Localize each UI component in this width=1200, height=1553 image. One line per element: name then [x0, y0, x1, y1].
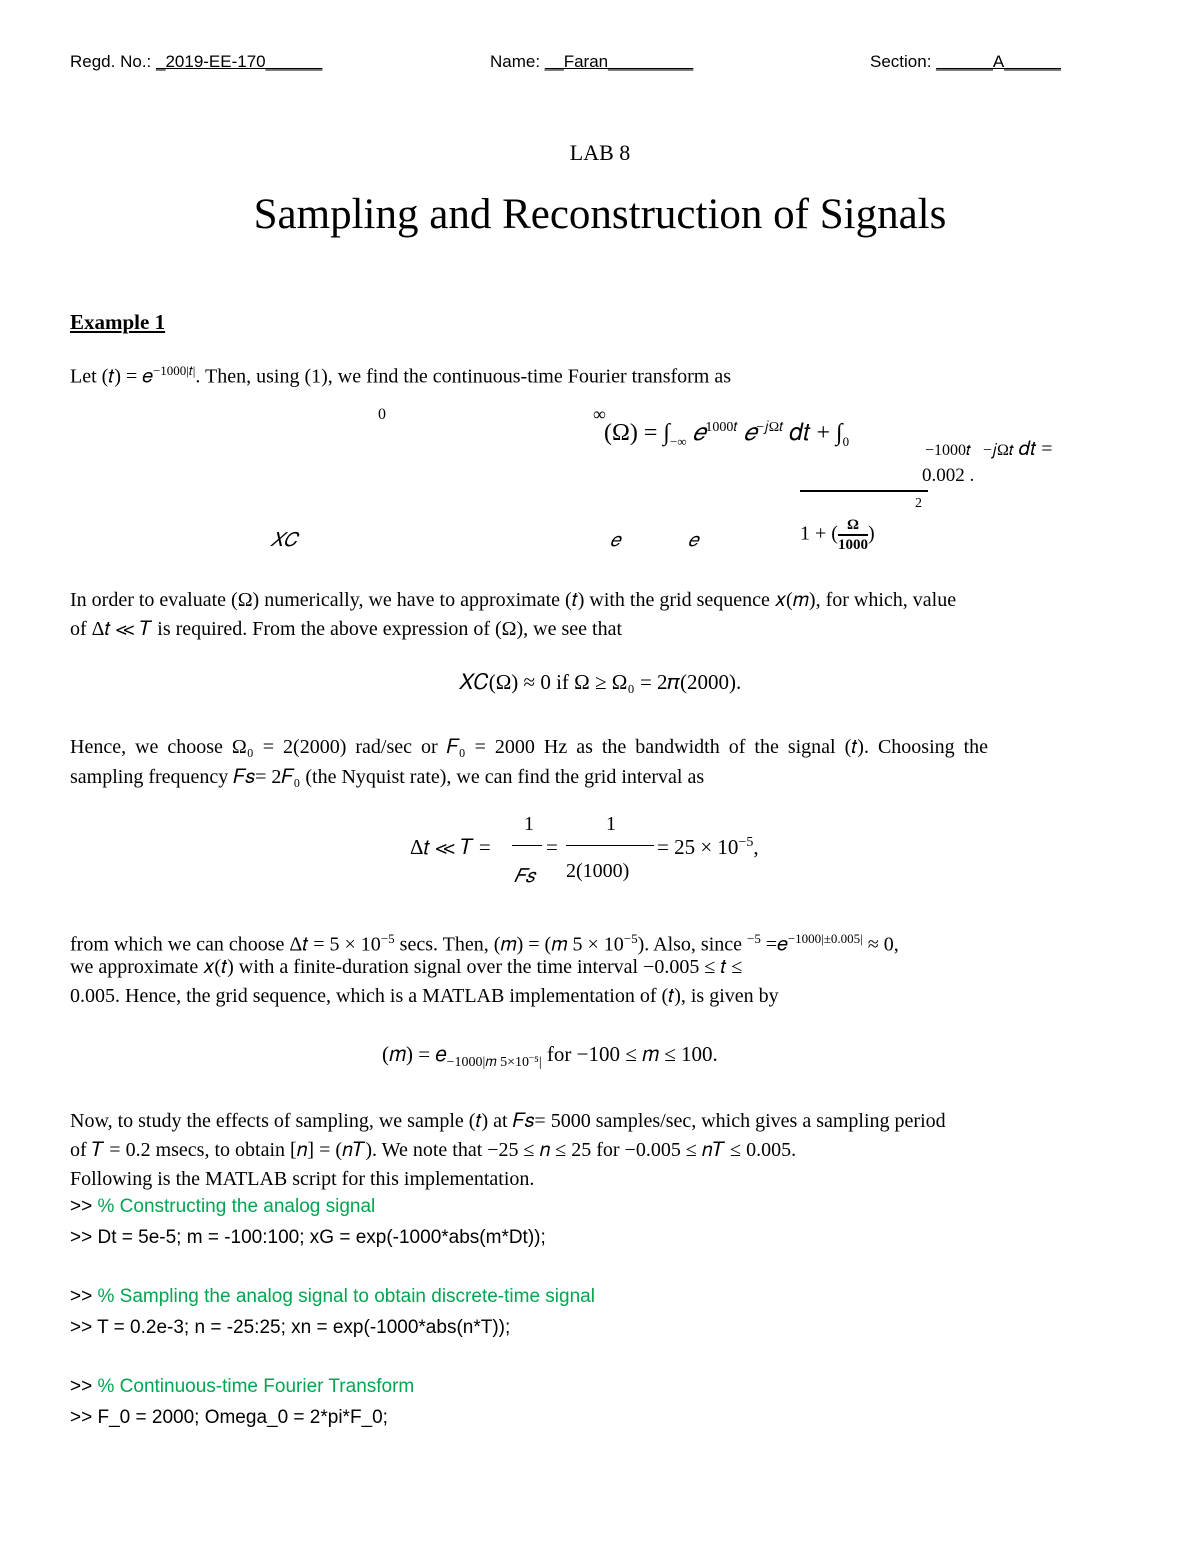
eq3-comma: , [753, 835, 759, 859]
eq1-lower-zero: 0 [842, 433, 850, 449]
eq1-thousand: 1000 [837, 537, 868, 553]
signal-exponent: −1000|𝑡| [152, 363, 196, 378]
code-statement: Dt = 5e-5; m = -100:100; xG = exp(-1000*abs(m*Dt)); [97, 1227, 546, 1248]
section-label: Section: [870, 52, 937, 71]
eq3-den2: 2(1000) [566, 860, 630, 882]
regd-no [70, 52, 322, 72]
regd-no-value: _2019-EE-170______ [156, 52, 323, 71]
eq3-rhs-value: = 25 × 10 [657, 835, 739, 859]
code-prompt: >> [70, 1376, 98, 1397]
intro-text: . Then, using (1), we find the continuous-time Fourier transform as [195, 365, 732, 388]
eq1-main [604, 420, 849, 450]
para4-exp-a: −5 [380, 931, 395, 946]
eq1-tail-exp2: −𝑗Ω𝑡 [982, 442, 1014, 459]
para2-line1: In order to evaluate (Ω) numerically, we have to approximate (𝑡) with the grid sequence 𝑥(𝑚), for which, value [70, 589, 957, 611]
eq1-e1: 𝑒 [610, 530, 621, 551]
para4-approx-zero: ≈ 0, [862, 933, 899, 956]
section [870, 52, 1061, 72]
eq1-term2: 𝑒 [737, 420, 757, 446]
eq1-lhs: (Ω) = ∫ [604, 420, 670, 446]
eq3-bar1 [512, 845, 542, 846]
eq1-dt-plus: 𝑑𝑡 + ∫ [783, 420, 843, 446]
code-comment-text: % Sampling the analog signal to obtain discrete-time signal [97, 1286, 595, 1307]
para5-line3: Following is the MATLAB script for this implementation. [70, 1168, 535, 1190]
page-title: Sampling and Reconstruction of Signals [253, 191, 947, 238]
eq3-num1: 1 [524, 813, 534, 835]
student-name [490, 52, 693, 72]
example-heading: Example 1 [70, 310, 166, 334]
code-line-3 [70, 1407, 388, 1429]
name-value: __Faran_________ [544, 52, 694, 71]
section-value: ______A______ [936, 52, 1061, 71]
eq3-lhs: Δ𝑡 ≪ 𝑇 = [410, 835, 491, 859]
lab-number: LAB 8 [569, 140, 631, 165]
eq4-exp: −1000|𝑚 5×10⁻⁵| [446, 1055, 542, 1071]
code-statement: T = 0.2e-3; n = -25:25; xn = exp(-1000*abs(n*T)); [97, 1317, 511, 1338]
para3-line2: sampling frequency 𝐹𝑠= 2𝐹₀ (the Nyquist rate), we can find the grid interval as [70, 766, 705, 788]
eq4-pre: (𝑚) = 𝑒 [382, 1042, 447, 1066]
intro-paragraph [70, 356, 731, 392]
signal-definition: Let (𝑡) = 𝑒 [70, 365, 153, 388]
eq1-term1: 𝑒 [692, 420, 706, 446]
para4-dt-choice: from which we can choose Δ𝑡 = 5 × 10 [70, 933, 381, 956]
eq1-infinity-mark: ∞ [593, 404, 606, 424]
eq1-fraction-bar [800, 490, 928, 492]
eq4-post: for −100 ≤ 𝑚 ≤ 100. [541, 1042, 718, 1066]
para5-line1: Now, to study the effects of sampling, we sample (𝑡) at 𝐹𝑠= 5000 samples/sec, which gives a sampling period [70, 1110, 946, 1132]
eq1-zero-mark: 0 [378, 406, 386, 423]
code-prompt: >> [70, 1317, 98, 1338]
code-statement: F_0 = 2000; Omega_0 = 2*pi*F_0; [97, 1407, 388, 1428]
para4-e-term: =𝑒 [760, 933, 788, 956]
eq1-denom-pre: 1 + ( [800, 522, 838, 545]
para4-exp-c: −5 [747, 931, 761, 946]
code-comment-1 [70, 1196, 375, 1218]
eq1-square: 2 [915, 496, 922, 511]
para4-line2: we approximate 𝑥(𝑡) with a finite-duration signal over the time interval −0.005 ≤ 𝑡 ≤ [70, 956, 743, 978]
eq1-numerator: 0.002 . [922, 465, 975, 486]
para4-also-since: ). Also, since [637, 933, 748, 956]
eq4 [382, 1042, 718, 1071]
eq1-omega: Ω [838, 516, 868, 536]
code-comment-text: % Constructing the analog signal [97, 1196, 376, 1217]
para2-line2: of Δ𝑡 ≪ 𝑇 is required. From the above expression of (Ω), we see that [70, 618, 623, 640]
para4-line3: 0.005. Hence, the grid sequence, which is a MATLAB implementation of (𝑡), is given by [70, 985, 779, 1007]
para5-line2: of 𝑇 = 0.2 msecs, to obtain [𝑛] = (𝑛𝑇). We note that −25 ≤ 𝑛 ≤ 25 for −0.005 ≤ 𝑛𝑇 ≤ 0.005. [70, 1139, 797, 1161]
eq1-inner-fraction [838, 516, 868, 554]
para3-line1: Hence, we choose Ω₀ = 2(2000) rad/sec or 𝐹₀ = 2000 Hz as the bandwidth of the signal (𝑡). Choosing the [70, 736, 989, 758]
eq1-tail-dt: 𝑑𝑡 = [1013, 438, 1053, 460]
eq1-denom-post: ) [867, 522, 875, 545]
eq1-tail-exp1: −1000𝑡 [925, 442, 971, 459]
name-label: Name: [490, 52, 545, 71]
eq1-e2: 𝑒 [688, 530, 699, 551]
eq3-eq: = [546, 835, 558, 859]
code-prompt: >> [70, 1407, 98, 1428]
para4-exp-b: −5 [623, 931, 638, 946]
eq1-tail-exp [925, 438, 1053, 461]
eq3-rhs-exp: −5 [738, 835, 754, 850]
code-comment-2 [70, 1286, 595, 1308]
eq3-num2: 1 [606, 813, 616, 835]
code-prompt: >> [70, 1196, 98, 1217]
code-prompt: >> [70, 1286, 98, 1307]
code-comment-text: % Continuous-time Fourier Transform [97, 1376, 415, 1397]
eq1-denominator [800, 516, 875, 554]
eq1-xc: 𝑋𝐶 [270, 530, 298, 551]
code-line-1 [70, 1227, 546, 1249]
para4-grid-def: secs. Then, (𝑚) = (𝑚 5 × 10 [394, 933, 624, 956]
eq1-lower-limit: −∞ [669, 433, 687, 449]
para4-exp-d: −1000|±0.005| [787, 931, 863, 946]
eq1-term1-exp: 1000𝑡 [705, 420, 738, 435]
code-line-2 [70, 1317, 510, 1339]
eq3-rhs [657, 835, 759, 860]
code-comment-3 [70, 1376, 414, 1398]
regd-no-label: Regd. No.: [70, 52, 156, 71]
eq3-den1: 𝐹𝑠 [514, 866, 535, 887]
code-prompt: >> [70, 1227, 98, 1248]
eq2: 𝑋𝐶(Ω) ≈ 0 if Ω ≥ Ω₀ = 2𝜋(2000). [458, 670, 742, 694]
eq1-term2-exp: −𝑗Ω𝑡 [756, 420, 784, 435]
eq3-bar2 [566, 845, 654, 846]
